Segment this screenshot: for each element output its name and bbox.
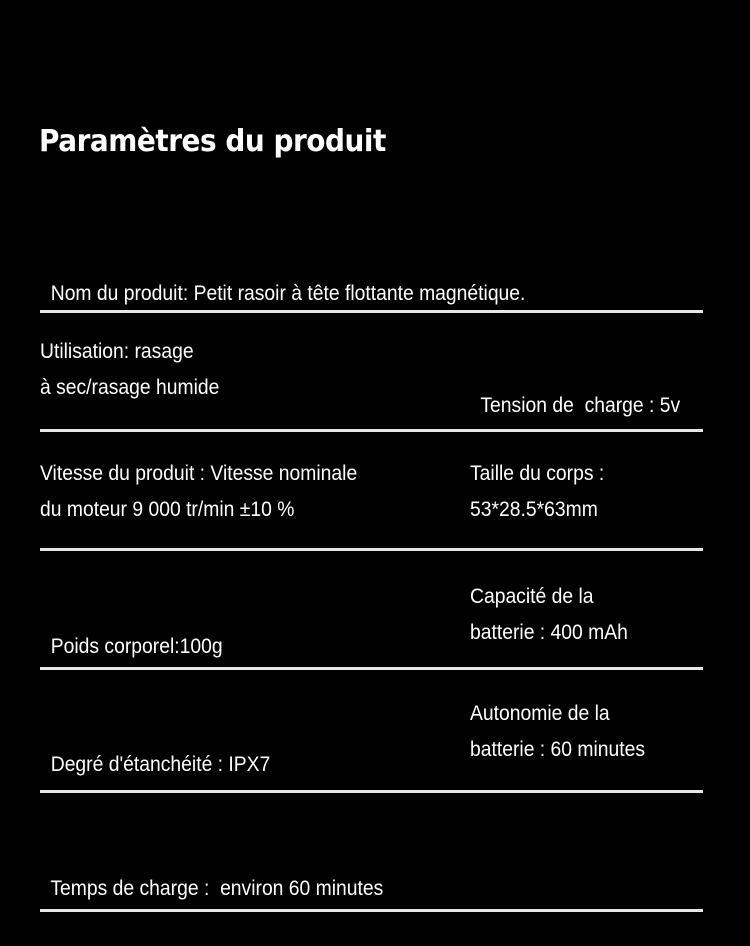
weight-text (40, 593, 223, 665)
usage-text (40, 334, 219, 406)
page-title: Paramètres du produit (39, 124, 386, 159)
usage-line-2: à sec/rasage humide (40, 376, 220, 399)
charge-voltage-line: Tension de charge : 5v (480, 394, 681, 417)
waterproof-line: Degré d'étanchéité : IPX7 (50, 753, 271, 776)
body-size-line-1: Taille du corps : (470, 462, 605, 485)
speed-line-2: du moteur 9 000 tr/min ±10 % (40, 498, 295, 521)
speed-line-1: Vitesse du produit : Vitesse nominale (40, 462, 358, 485)
battery-life-line-1: Autonomie de la (470, 702, 610, 725)
divider (40, 548, 703, 551)
usage-line-1: Utilisation: rasage (40, 340, 194, 363)
divider (40, 310, 703, 313)
battery-life-text (470, 696, 645, 768)
divider (40, 429, 703, 432)
charge-time-text (40, 835, 383, 907)
speed-text (40, 456, 357, 528)
waterproof-text (40, 711, 270, 783)
charge-voltage-text (470, 352, 680, 424)
battery-life-line-2: batterie : 60 minutes (470, 738, 646, 761)
body-size-text (470, 456, 604, 528)
divider (40, 790, 703, 793)
divider (40, 909, 703, 912)
battery-capacity-text (470, 579, 628, 651)
battery-capacity-line-2: batterie : 400 mAh (470, 621, 628, 644)
charge-time-line: Temps de charge : environ 60 minutes (50, 877, 384, 900)
divider (40, 667, 703, 670)
product-name-text (40, 240, 525, 312)
battery-capacity-line-1: Capacité de la (470, 585, 594, 608)
product-name-line: Nom du produit: Petit rasoir à tête flottante magnétique. (50, 282, 526, 305)
weight-line: Poids corporel:100g (50, 635, 223, 658)
body-size-line-2: 53*28.5*63mm (470, 498, 598, 521)
